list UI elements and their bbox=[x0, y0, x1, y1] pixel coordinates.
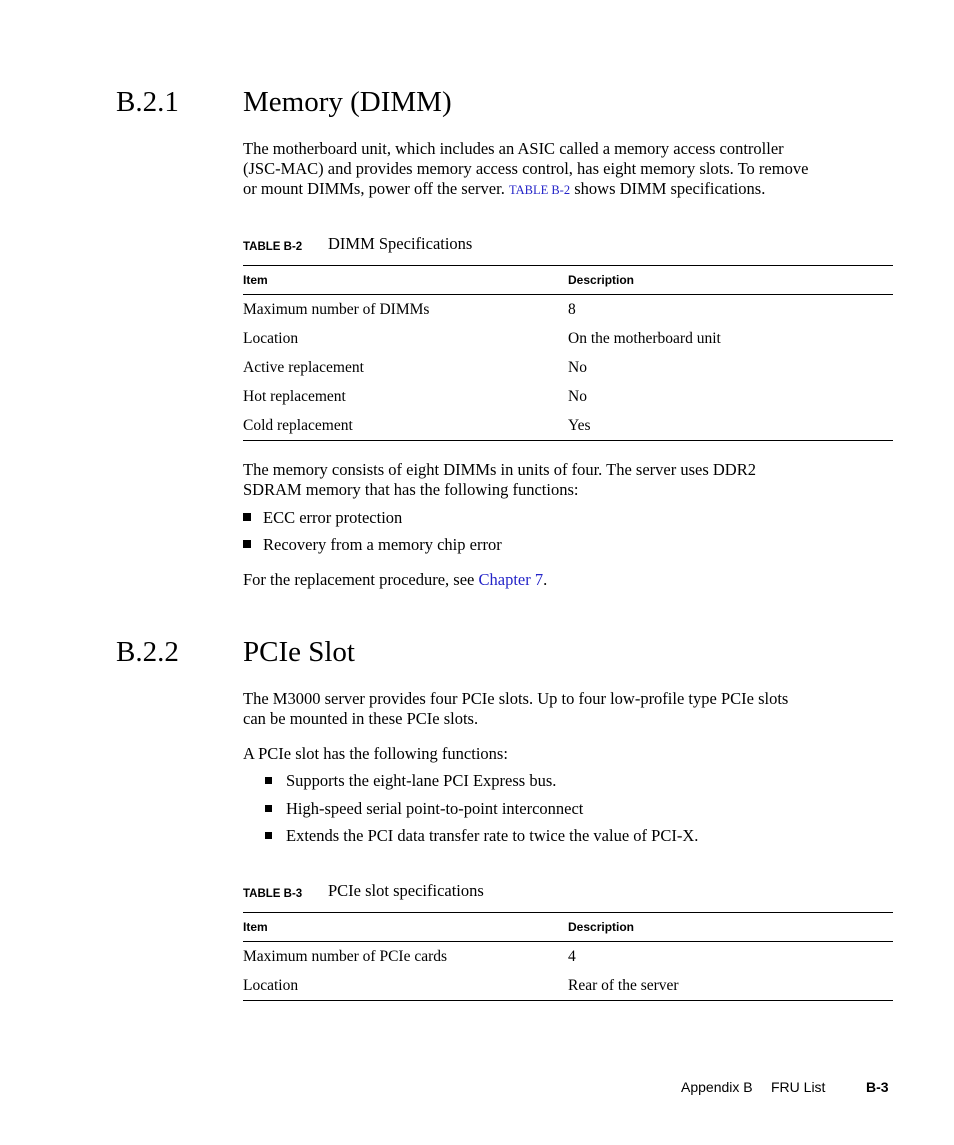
chapter-7-link[interactable]: Chapter 7 bbox=[478, 570, 544, 589]
table-caption-label bbox=[243, 237, 302, 255]
list-item bbox=[243, 508, 402, 528]
paragraph-line: The M3000 server provides four PCIe slots. Up to four low-profile type PCIe slots bbox=[243, 689, 789, 708]
footer-appendix: Appendix B bbox=[681, 1079, 753, 1095]
section-title: Memory (DIMM) bbox=[243, 86, 452, 118]
paragraph-text: For the replacement procedure, see bbox=[243, 570, 479, 589]
dimm-spec-table bbox=[243, 265, 893, 441]
table-header-row bbox=[243, 913, 893, 942]
table-caption-title: PCIe slot specifications bbox=[328, 881, 484, 900]
table-cell: No bbox=[568, 358, 587, 376]
table-header-row bbox=[243, 266, 893, 295]
intro-line: The motherboard unit, which includes an ASIC called a memory access controller bbox=[243, 139, 784, 158]
replacement-paragraph bbox=[243, 570, 893, 590]
intro-text: or mount DIMMs, power off the server. bbox=[243, 179, 509, 198]
bullet-square-icon bbox=[265, 777, 272, 784]
list-item-text: ECC error protection bbox=[263, 508, 403, 527]
table-caption-title: DIMM Specifications bbox=[328, 234, 473, 253]
table-cell: 8 bbox=[568, 300, 576, 318]
bullet-square-icon bbox=[265, 805, 272, 812]
bullet-square-icon bbox=[243, 513, 251, 521]
table-cell: Cold replacement bbox=[243, 416, 353, 434]
table-cell: Location bbox=[243, 329, 299, 347]
table-caption-label bbox=[243, 884, 302, 902]
footer-section: FRU List bbox=[771, 1079, 826, 1095]
column-header: Item bbox=[243, 273, 268, 287]
section-title: PCIe Slot bbox=[243, 636, 355, 668]
bullet-square-icon bbox=[265, 832, 272, 839]
table-row bbox=[243, 971, 893, 1001]
table-row bbox=[243, 324, 893, 353]
table-label: TABLE B-2 bbox=[243, 241, 303, 253]
table-label: TABLE B-3 bbox=[243, 888, 303, 900]
paragraph-line: The memory consists of eight DIMMs in units of four. The server uses DDR2 bbox=[243, 460, 756, 479]
table-cell: Maximum number of PCIe cards bbox=[243, 947, 448, 965]
table-cell: Rear of the server bbox=[568, 976, 679, 994]
section-number: B.2.1 bbox=[116, 86, 179, 118]
list-item bbox=[265, 826, 698, 846]
intro-line: (JSC-MAC) and provides memory access control, has eight memory slots. To remove bbox=[243, 159, 809, 178]
column-header: Item bbox=[243, 920, 268, 934]
list-item-text: Extends the PCI data transfer rate to twice the value of PCI-X. bbox=[286, 826, 699, 845]
table-cell: Yes bbox=[568, 416, 591, 434]
table-cell: On the motherboard unit bbox=[568, 329, 721, 347]
intro-text: shows DIMM specifications. bbox=[570, 179, 766, 198]
list-item bbox=[265, 771, 556, 791]
table-b2-link[interactable]: TABLE B-2 bbox=[508, 183, 571, 197]
page-number: B-3 bbox=[866, 1079, 889, 1095]
table-row bbox=[243, 411, 893, 441]
list-item-text: Recovery from a memory chip error bbox=[263, 535, 502, 554]
list-item bbox=[243, 535, 502, 555]
memory-description-paragraph bbox=[243, 460, 893, 500]
pcie-spec-table bbox=[243, 912, 893, 1001]
list-item-text: High-speed serial point-to-point interconnect bbox=[286, 799, 584, 818]
section-number: B.2.2 bbox=[116, 636, 179, 668]
intro-line bbox=[243, 179, 893, 200]
section-intro-paragraph bbox=[243, 139, 893, 200]
functions-intro: A PCIe slot has the following functions: bbox=[243, 744, 508, 763]
paragraph-line: SDRAM memory that has the following functions: bbox=[243, 480, 579, 499]
list-item-text: Supports the eight-lane PCI Express bus. bbox=[286, 771, 557, 790]
bullet-square-icon bbox=[243, 540, 251, 548]
table-row bbox=[243, 382, 893, 411]
table-row bbox=[243, 295, 893, 325]
paragraph-line: can be mounted in these PCIe slots. bbox=[243, 709, 479, 728]
table-cell: Hot replacement bbox=[243, 387, 346, 405]
pcie-intro-paragraph bbox=[243, 689, 893, 729]
table-row bbox=[243, 942, 893, 972]
table-cell: 4 bbox=[568, 947, 576, 965]
table-cell: Maximum number of DIMMs bbox=[243, 300, 430, 318]
column-header: Description bbox=[568, 273, 635, 287]
list-item bbox=[265, 799, 583, 819]
table-cell: Location bbox=[243, 976, 299, 994]
column-header: Description bbox=[568, 920, 635, 934]
table-cell: Active replacement bbox=[243, 358, 364, 376]
table-row bbox=[243, 353, 893, 382]
paragraph-text: . bbox=[543, 570, 548, 589]
table-cell: No bbox=[568, 387, 587, 405]
